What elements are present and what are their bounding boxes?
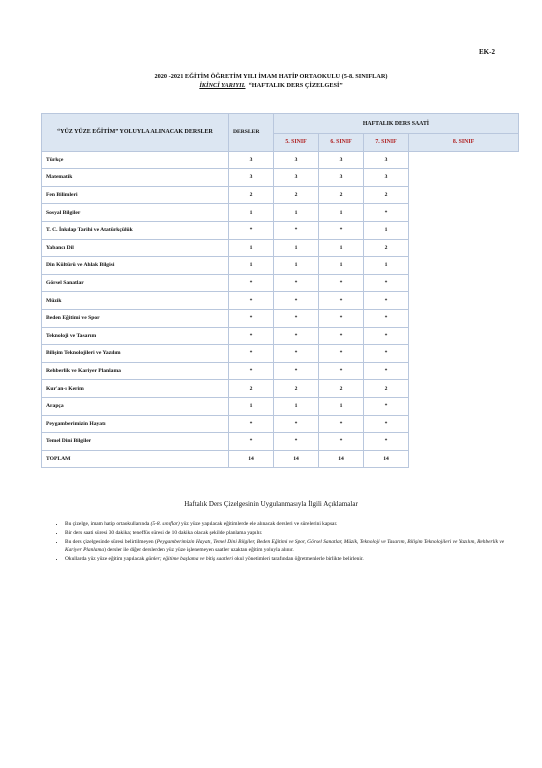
hours-cell: 1 [274,257,319,275]
hours-cell: 2 [319,380,364,398]
hours-cell: * [364,327,409,345]
lesson-name: Yabancı Dil [42,239,229,257]
hours-cell: 3 [229,151,274,169]
hours-cell: * [229,362,274,380]
hours-cell: * [229,345,274,363]
hours-cell: 1 [319,397,364,415]
grade-header: 7. SINIF [364,134,409,152]
table-row [42,292,519,310]
hours-cell: 1 [364,221,409,239]
hours-cell: * [274,415,319,433]
lesson-name: Matematik [42,169,229,187]
table-row [42,239,519,257]
lesson-name: Teknoloji ve Tasarım [42,327,229,345]
weekly-schedule-table [41,113,519,468]
hours-cell: 1 [274,239,319,257]
lesson-name: Arapça [42,397,229,415]
hours-cell: * [319,433,364,451]
schedule-title: “HAFTALIK DERS ÇİZELGESİ” [248,82,343,89]
hours-cell: * [319,292,364,310]
hours-cell: 1 [229,257,274,275]
lesson-name: Fen Bilimleri [42,186,229,204]
table-row [42,309,519,327]
hours-cell: * [364,433,409,451]
hours-cell: 3 [229,169,274,187]
explanations-list [53,521,505,565]
table-row [42,380,519,398]
list-item: • Bu çizelge, imam hatip ortaokullarında (5-8. sınıflar) yüz yüze yapılacak eğitimlerde ele alınacak dersleri ve sürelerini kapsar. [65,521,505,529]
hours-cell: 2 [274,380,319,398]
lesson-name: Rehberlik ve Kariyer Planlama [42,362,229,380]
hours-cell: * [274,433,319,451]
hours-cell: 1 [229,239,274,257]
hours-cell: * [229,292,274,310]
hours-cell: * [319,362,364,380]
total-row [42,450,519,468]
table-row [42,257,519,275]
hours-cell: * [364,345,409,363]
hours-cell: 3 [364,151,409,169]
hours-cell: 1 [364,257,409,275]
hours-cell: 2 [229,380,274,398]
page-subtitle [0,82,542,89]
hours-cell: 1 [229,204,274,222]
table-row [42,186,519,204]
hours-cell: 14 [229,450,274,468]
list-item: • Bir ders saati süresi 30 dakika; teneffüs süresi de 10 dakika olacak şekilde planlama yapılır. [65,530,505,538]
table-row [42,169,519,187]
table-row [42,362,519,380]
hours-cell: * [319,345,364,363]
page-title: 2020 -2021 EĞİTİM ÖĞRETİM YILI İMAM HATİP ORTAOKULU (5-8. SINIFLAR) [154,73,388,80]
hours-cell: * [319,274,364,292]
grade-header: 5. SINIF [274,134,319,152]
lesson-name: Müzik [42,292,229,310]
hours-cell: * [364,309,409,327]
hours-cell: 3 [274,169,319,187]
table-row [42,151,519,169]
hours-cell: * [274,345,319,363]
hours-cell: * [319,309,364,327]
hours-cell: * [229,433,274,451]
side-label: “YÜZ YÜZE EĞİTİM” YOLUYLA ALINACAK DERSLER [42,114,229,152]
hours-cell: 2 [274,186,319,204]
lesson-name: Türkçe [42,151,229,169]
hours-cell: * [229,221,274,239]
hours-header: HAFTALIK DERS SAATİ [274,114,519,134]
hours-cell: 1 [319,257,364,275]
lesson-name: Beden Eğitimi ve Spor [42,309,229,327]
hours-cell: * [319,415,364,433]
hours-cell: 1 [229,397,274,415]
lesson-name: Din Kültürü ve Ahlak Bilgisi [42,257,229,275]
hours-cell: * [229,274,274,292]
hours-cell: 2 [229,186,274,204]
table-row [42,274,519,292]
hours-cell: 14 [364,450,409,468]
table-row [42,204,519,222]
hours-cell: * [229,415,274,433]
hours-cell: * [319,221,364,239]
lesson-name: Kur'an-ı Kerim [42,380,229,398]
annex-label: EK-2 [479,48,495,56]
hours-cell: 3 [364,169,409,187]
table-row [42,433,519,451]
lessons-header: DERSLER [229,114,274,152]
list-item: • Bu ders çizelgesinde süresi belirtilmeyen (Peygamberimizin Hayatı, Temel Dini Bilgiler, Beden Eğitimi ve Spor, Görsel Sanatlar, Müzik, Teknoloji ve Tasarım, Bilişim Teknolojileri ve Yazılım, Rehberlik ve Kariyer Planlama) dersler ile diğer derslerden yüz yüze işlenemeyen saatler uzaktan eğitim yoluyla alınır. [65,539,505,554]
hours-cell: 2 [319,186,364,204]
table-row [42,345,519,363]
lesson-name: Peygamberimizin Hayatı [42,415,229,433]
hours-cell: 2 [364,186,409,204]
hours-cell: * [229,327,274,345]
table-row [42,397,519,415]
hours-cell: 1 [319,239,364,257]
hours-cell: 2 [364,380,409,398]
hours-cell: * [274,221,319,239]
hours-cell: 14 [274,450,319,468]
lesson-name: TOPLAM [42,450,229,468]
hours-cell: * [364,204,409,222]
hours-cell: 1 [274,204,319,222]
hours-cell: 3 [319,169,364,187]
hours-cell: * [229,309,274,327]
hours-cell: 1 [274,397,319,415]
lesson-name: T. C. İnkılap Tarihi ve Atatürkçülük [42,221,229,239]
hours-cell: * [274,292,319,310]
hours-cell: * [364,362,409,380]
semester-label: İKİNCİ YARIYIL [199,82,246,89]
table-row [42,415,519,433]
hours-cell: * [319,327,364,345]
hours-cell: * [364,397,409,415]
hours-cell: 3 [319,151,364,169]
explanations-title: Haftalık Ders Çizelgesinin Uygulanmasıyla İlgili Açıklamalar [184,500,358,508]
hours-cell: * [274,327,319,345]
hours-cell: * [364,415,409,433]
lesson-name: Temel Dini Bilgiler [42,433,229,451]
lesson-name: Sosyal Bilgiler [42,204,229,222]
list-item: • Okullarda yüz yüze eğitim yapılacak günler; eğitime başlama ve bitiş saatleri okul yönetimleri tarafından öğretmenlerle birlikte belirlenir. [65,556,505,564]
grade-header: 8. SINIF [409,134,519,152]
hours-cell: 3 [274,151,319,169]
lesson-name: Bilişim Teknolojileri ve Yazılım [42,345,229,363]
hours-cell: 14 [319,450,364,468]
hours-cell: * [274,274,319,292]
hours-cell: * [364,274,409,292]
hours-cell: 1 [319,204,364,222]
table-header-row [42,114,519,134]
grade-header: 6. SINIF [319,134,364,152]
hours-cell: * [274,309,319,327]
hours-cell: * [274,362,319,380]
hours-cell: * [364,292,409,310]
table-row [42,327,519,345]
hours-cell: 2 [364,239,409,257]
table-row [42,221,519,239]
lesson-name: Görsel Sanatlar [42,274,229,292]
